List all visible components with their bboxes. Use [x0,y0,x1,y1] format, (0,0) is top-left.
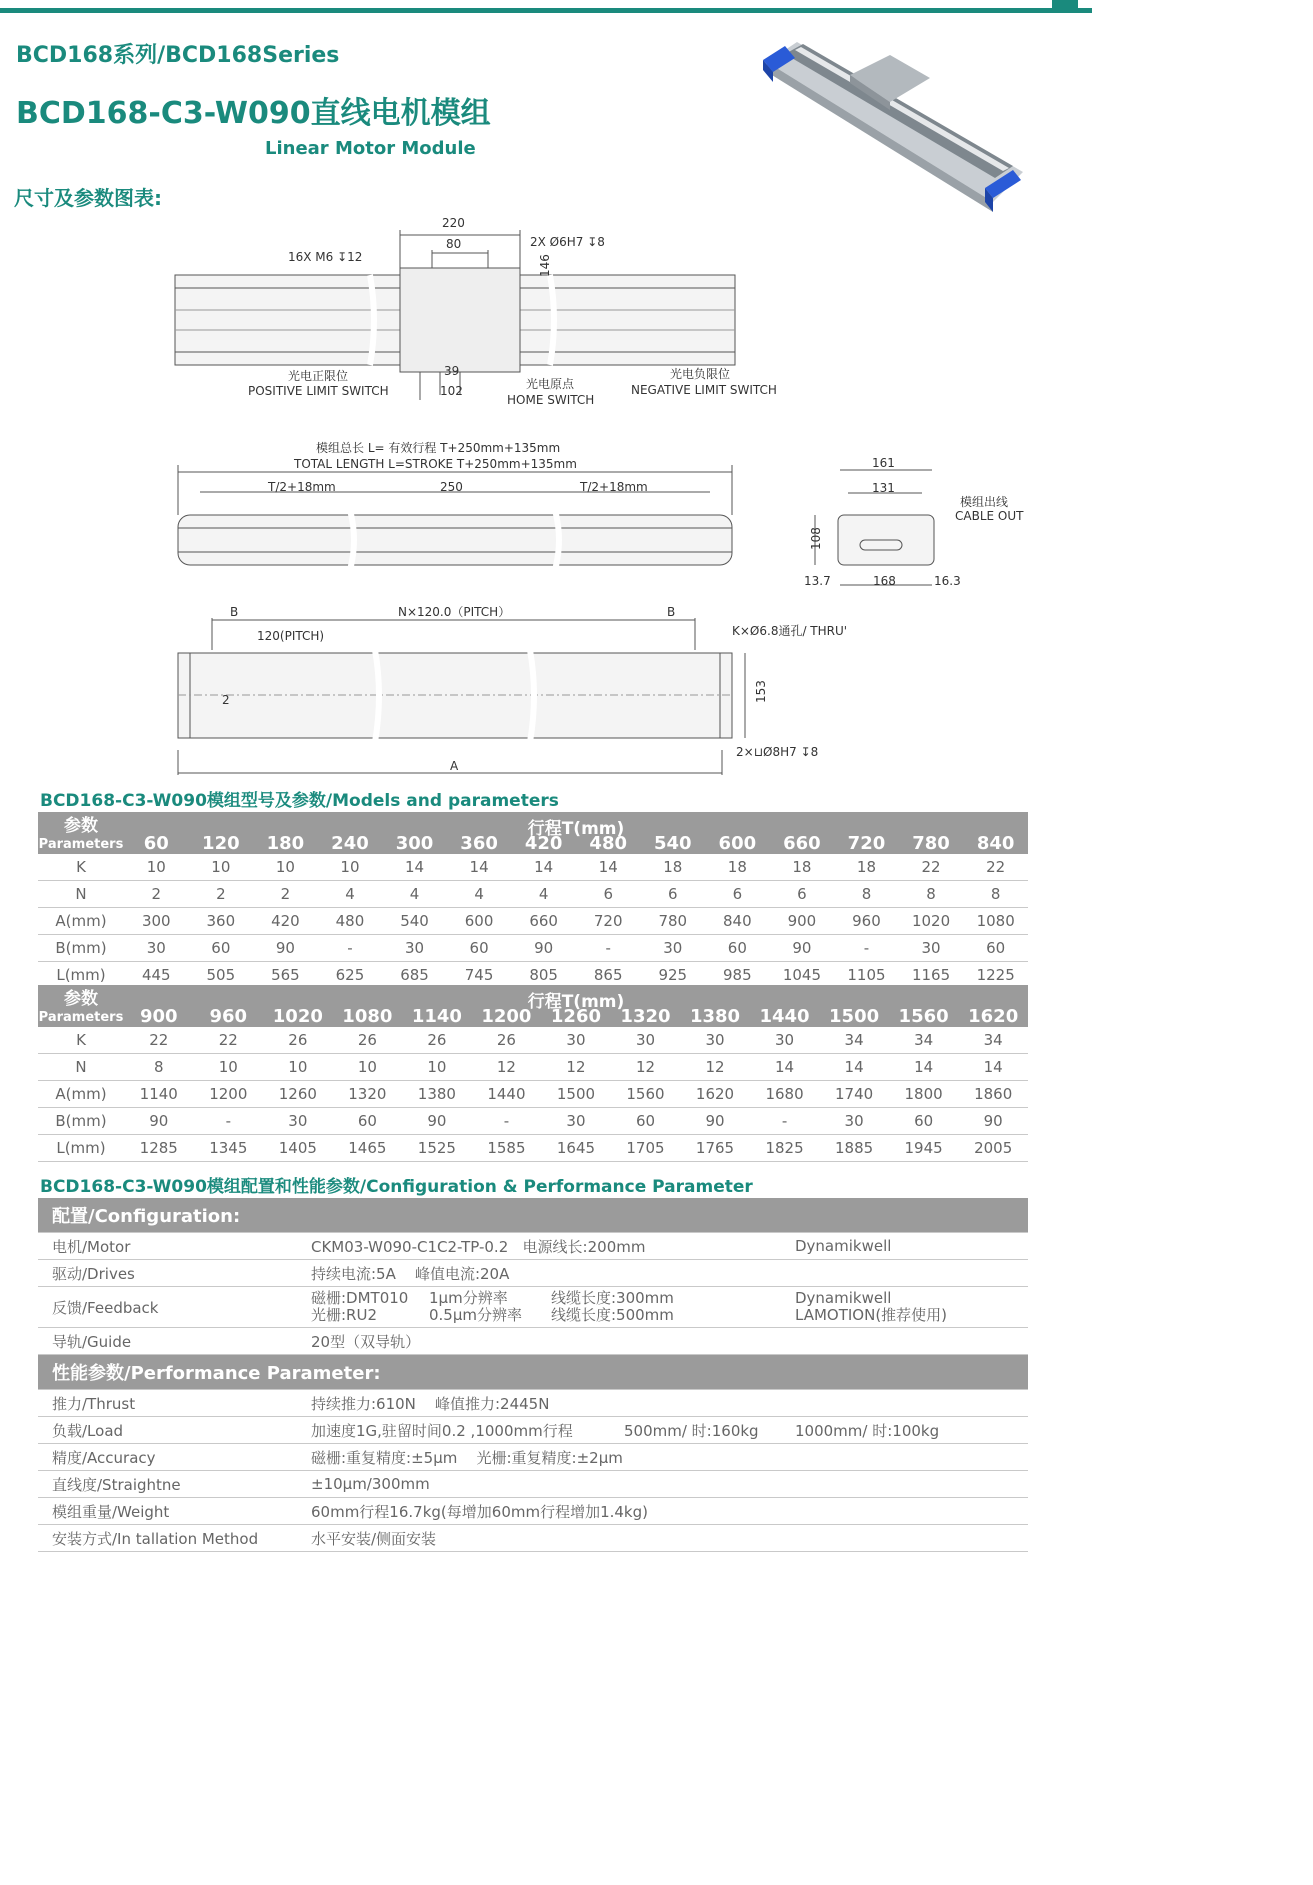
table-cell: 30 [382,935,447,962]
config-heading: 配置/Configuration: [38,1198,1028,1233]
row-label: B(mm) [38,1108,124,1135]
feedback-opt-res: 0.5μm分辨率 [429,1306,523,1324]
table-cell: 30 [750,1027,820,1054]
models-section-title: BCD168-C3-W090模组型号及参数/Models and parameters [40,791,559,811]
table-cell: 4 [318,881,383,908]
subtitle: Linear Motor Module [265,138,476,159]
drives-value [297,1260,1028,1287]
dim-2: 2 [222,693,230,707]
perf-row-install [38,1525,1028,1552]
stroke-header: 1140 [402,985,472,1027]
param-header [38,812,124,854]
stroke-header: 1200 [472,985,542,1027]
accuracy-value [297,1444,1028,1471]
stroke-header: 1560 [889,985,959,1027]
table-cell: 22 [963,854,1028,881]
table-cell: 12 [472,1054,542,1081]
row-label: L(mm) [38,962,124,989]
table-cell: 2 [189,881,254,908]
table-cell: 10 [263,1054,333,1081]
stroke-header: 360 [447,812,512,854]
dim-a: A [450,759,459,773]
table-cell: 10 [189,854,254,881]
dim-161: 161 [872,456,895,470]
thrust-peak: 峰值推力:2445N [434,1394,550,1413]
b-left: B [230,605,239,619]
table-cell: 30 [819,1108,889,1135]
stroke-header: 120 [189,812,254,854]
table-cell: 1560 [611,1081,681,1108]
table-cell: 2005 [958,1135,1028,1162]
straightness-label: 直线度/Straightne [38,1471,297,1498]
table-cell: 1440 [472,1081,542,1108]
stroke-header: 60 [124,812,189,854]
thru-holes: K×Ø6.8通孔/ THRU' [732,624,848,638]
stroke-header: 900 [124,985,194,1027]
top-corner-mark [1052,0,1078,8]
row-label: N [38,1054,124,1081]
table-row [38,908,1028,935]
config-table [38,1198,1028,1552]
table-cell: 1465 [333,1135,403,1162]
table-cell: 90 [680,1108,750,1135]
dim-146: 146 [538,254,552,277]
feedback-brand-2: LAMOTION(推荐使用) [795,1306,948,1324]
screws-label: 16X M6 ↧12 [288,250,363,264]
perf-row-thrust [38,1390,1028,1417]
table-row [38,1135,1028,1162]
row-label: K [38,1027,124,1054]
total-length-cn: 模组总长 L= 有效行程 T+250mm+135mm [316,441,561,455]
load-500: 500mm/ 时:160kg [624,1421,759,1440]
stroke-header: 780 [899,812,964,854]
table-cell: 2 [253,881,318,908]
pitch-n: N×120.0（PITCH） [398,605,511,619]
param-header [38,985,124,1027]
table-cell: 10 [253,854,318,881]
dim-80: 80 [446,237,462,251]
table-cell: 1225 [963,962,1028,989]
table-cell: 14 [958,1054,1028,1081]
table-cell: 10 [194,1054,264,1081]
table-cell: 60 [611,1108,681,1135]
dim-102: 102 [440,384,463,398]
stroke-header: 1260 [541,985,611,1027]
table-row [38,935,1028,962]
feedback-mag-cable: 线缆长度:300mm [551,1289,674,1307]
stroke-header: 420 [511,812,576,854]
table-cell: 14 [511,854,576,881]
straightness-value: ±10μm/300mm [297,1471,1028,1498]
row-label: N [38,881,124,908]
table-cell: 1020 [899,908,964,935]
table-cell: 4 [447,881,512,908]
table-cell: 30 [641,935,706,962]
table-cell: 1165 [899,962,964,989]
table-cell: 8 [834,881,899,908]
table-cell: 90 [511,935,576,962]
total-length-en: TOTAL LENGTH L=STROKE T+250mm+135mm [294,457,577,471]
table-row [38,1027,1028,1054]
dim-131: 131 [872,481,895,495]
dim-108: 108 [809,527,823,550]
performance-heading: 性能参数/Performance Parameter: [38,1355,1028,1390]
table-cell: 30 [263,1108,333,1135]
table-cell: 90 [770,935,835,962]
table-cell: 30 [124,935,189,962]
table-cell: 18 [705,854,770,881]
table-cell: - [576,935,641,962]
table-cell: 26 [333,1027,403,1054]
table-cell: 1045 [770,962,835,989]
install-label: 安装方式/In tallation Method [38,1525,297,1552]
perf-row-straightness [38,1471,1028,1498]
table-cell: 1405 [263,1135,333,1162]
param-header-cn: 参数 [64,989,98,1009]
table-cell: 565 [253,962,318,989]
table-cell: 540 [382,908,447,935]
stroke-header: 1320 [611,985,681,1027]
table-cell: 26 [402,1027,472,1054]
home-cn: 光电原点 [526,377,575,391]
table-cell: 625 [318,962,383,989]
weight-label: 模组重量/Weight [38,1498,297,1525]
stroke-header: 600 [705,812,770,854]
table-cell: 30 [611,1027,681,1054]
table-cell: 8 [899,881,964,908]
table-cell: 30 [541,1027,611,1054]
stroke-header: 960 [194,985,264,1027]
dim-16-3: 16.3 [934,574,961,588]
table-cell: 14 [819,1054,889,1081]
performance-band [38,1355,1028,1390]
table-cell: 1080 [963,908,1028,935]
table-row [38,1054,1028,1081]
thrust-value [297,1390,1028,1417]
stroke-header: 300 [382,812,447,854]
table-cell: 22 [194,1027,264,1054]
table-cell: - [318,935,383,962]
table-cell: 1680 [750,1081,820,1108]
table-cell: 8 [963,881,1028,908]
table-cell: 18 [834,854,899,881]
table-cell: 1285 [124,1135,194,1162]
guide-value: 20型（双导轨） [297,1328,1028,1355]
param-header-en: Parameters [38,837,124,852]
table-cell: 805 [511,962,576,989]
dim-153: 153 [754,680,768,703]
row-label: A(mm) [38,908,124,935]
load-value [297,1417,781,1444]
table-cell: 26 [472,1027,542,1054]
table-cell: 1140 [124,1081,194,1108]
table-cell: 1740 [819,1081,889,1108]
table-cell: 985 [705,962,770,989]
pitch-120: 120(PITCH) [257,629,325,643]
row-label: A(mm) [38,1081,124,1108]
table-cell: 1105 [834,962,899,989]
stroke-header: 1080 [333,985,403,1027]
table-cell: 10 [402,1054,472,1081]
table-cell: 1825 [750,1135,820,1162]
load-cond: 加速度1G,驻留时间0.2 ,1000mm行程 [311,1421,573,1440]
feedback-brand-1: Dynamikwell [795,1289,892,1307]
config-row-motor [38,1233,1028,1260]
table-cell: 745 [447,962,512,989]
table-cell: 60 [333,1108,403,1135]
row-label: K [38,854,124,881]
neg-limit-cn: 光电负限位 [670,367,731,381]
table-cell: 1320 [333,1081,403,1108]
dim-220: 220 [442,216,465,230]
table-cell: 12 [680,1054,750,1081]
stroke-header: 240 [318,812,383,854]
motor-brand: Dynamikwell [781,1233,1028,1260]
neg-limit-en: NEGATIVE LIMIT SWITCH [631,383,777,397]
table-header-row [38,812,1028,854]
install-value: 水平安装/侧面安装 [297,1525,1028,1552]
table-row [38,854,1028,881]
table-cell: 90 [253,935,318,962]
table-cell: - [472,1108,542,1135]
table-cell: 14 [382,854,447,881]
table-header-row [38,985,1028,1027]
feedback-mag-res: 1μm分辨率 [429,1289,508,1307]
table-cell: 10 [333,1054,403,1081]
stroke-header: 1020 [263,985,333,1027]
table-cell: 1585 [472,1135,542,1162]
pin-holes: 2×⊔Ø8H7 ↧8 [736,745,819,759]
table-cell: 30 [680,1027,750,1054]
stroke-header: 480 [576,812,641,854]
stroke-header: 1620 [958,985,1028,1027]
table-cell: 1500 [541,1081,611,1108]
perf-row-weight [38,1498,1028,1525]
guide-label: 导轨/Guide [38,1328,297,1355]
perf-row-load [38,1417,1028,1444]
thrust-label: 推力/Thrust [38,1390,297,1417]
stroke-title: 行程T(mm) [527,992,625,1012]
table-cell: 18 [641,854,706,881]
stroke-header: 1380 [680,985,750,1027]
table-cell: 300 [124,908,189,935]
stroke-header: 720 [834,812,899,854]
motor-value [297,1233,781,1260]
table-cell: 14 [447,854,512,881]
table-cell: 925 [641,962,706,989]
row-label: L(mm) [38,1135,124,1162]
accuracy-mag: 磁栅:重复精度:±5μm [311,1448,458,1467]
config-section-title: BCD168-C3-W090模组配置和性能参数/Configuration & Performance Parameter [40,1177,753,1197]
dim-39: 39 [444,364,460,378]
feedback-opt: 光栅:RU2 [311,1306,377,1324]
table-cell: 685 [382,962,447,989]
table-cell: 14 [576,854,641,881]
pos-limit-cn: 光电正限位 [288,369,349,383]
table-cell: 4 [382,881,447,908]
table-cell: 10 [318,854,383,881]
table-cell: 780 [641,908,706,935]
table-cell: 60 [889,1108,959,1135]
params-table-2 [38,985,1028,1162]
perf-row-accuracy [38,1444,1028,1471]
table-cell: 8 [124,1054,194,1081]
table-cell: 1200 [194,1081,264,1108]
table-cell: 4 [511,881,576,908]
drives-cont: 持续电流:5A [311,1264,396,1283]
table-cell: 22 [899,854,964,881]
table-cell: 1800 [889,1081,959,1108]
feedback-mag: 磁栅:DMT010 [311,1289,409,1307]
drives-label: 驱动/Drives [38,1260,297,1287]
config-row-guide [38,1328,1028,1355]
accuracy-label: 精度/Accuracy [38,1444,297,1471]
table-cell: 960 [834,908,899,935]
weight-value: 60mm行程16.7kg(每增加60mm行程增加1.4kg) [297,1498,1028,1525]
table-cell: 6 [705,881,770,908]
table-cell: 1525 [402,1135,472,1162]
load-label: 负载/Load [38,1417,297,1444]
table-cell: - [194,1108,264,1135]
table-cell: 90 [402,1108,472,1135]
table-cell: 1885 [819,1135,889,1162]
stroke-header: 840 [963,812,1028,854]
b-right: B [667,605,676,619]
stroke-header: 540 [641,812,706,854]
table-cell: 360 [189,908,254,935]
stroke-header: 1440 [750,985,820,1027]
config-row-drives [38,1260,1028,1287]
stroke-header: 180 [253,812,318,854]
top-accent-bar [0,8,1092,13]
table-cell: 60 [447,935,512,962]
feedback-opt-cable: 线缆长度:500mm [551,1306,674,1324]
table-cell: 60 [963,935,1028,962]
load-1000: 1000mm/ 时:100kg [781,1417,1028,1444]
cable-en: CABLE OUT [955,509,1024,523]
table-cell: 14 [750,1054,820,1081]
param-header-en: Parameters [38,1010,124,1025]
feedback-label: 反馈/Feedback [38,1287,297,1328]
motor-cable: 电源线长:200mm [522,1237,646,1256]
table-cell: 6 [576,881,641,908]
table-cell: 1645 [541,1135,611,1162]
table-cell: 660 [511,908,576,935]
model-title: BCD168-C3-W090直线电机模组 [16,96,491,131]
table-cell: 90 [958,1108,1028,1135]
table-cell: 26 [263,1027,333,1054]
table-cell: 30 [541,1108,611,1135]
table-cell: 2 [124,881,189,908]
table-cell: 6 [641,881,706,908]
dim-168: 168 [873,574,896,588]
table-cell: - [750,1108,820,1135]
feedback-brand [781,1287,1028,1328]
table-cell: 445 [124,962,189,989]
table-cell: 865 [576,962,641,989]
table-cell: 34 [819,1027,889,1054]
table-cell: 1380 [402,1081,472,1108]
table-cell: 60 [705,935,770,962]
table-cell: 12 [541,1054,611,1081]
series-title: BCD168系列/BCD168Series [16,43,340,68]
table-cell: 34 [889,1027,959,1054]
dim-13-7: 13.7 [804,574,831,588]
table-cell: 1765 [680,1135,750,1162]
motor-model: CKM03-W090-C1C2-TP-0.2 [311,1237,509,1256]
stroke-header: 1500 [819,985,889,1027]
params-table-1 [38,812,1028,989]
motor-label: 电机/Motor [38,1233,297,1260]
table-cell: 1260 [263,1081,333,1108]
config-row-feedback [38,1287,1028,1328]
config-band [38,1198,1028,1233]
table-row [38,1108,1028,1135]
table-cell: 840 [705,908,770,935]
table-cell: 1705 [611,1135,681,1162]
table-cell: 600 [447,908,512,935]
table-cell: 1860 [958,1081,1028,1108]
table-cell: 90 [124,1108,194,1135]
table-cell: 18 [770,854,835,881]
table-cell: 1945 [889,1135,959,1162]
feedback-value [297,1287,781,1328]
holes-label: 2X Ø6H7 ↧8 [530,235,605,249]
stroke-header: 660 [770,812,835,854]
accuracy-opt: 光栅:重复精度:±2μm [476,1448,623,1467]
table-cell: 900 [770,908,835,935]
product-image [755,20,1035,215]
pos-limit-en: POSITIVE LIMIT SWITCH [248,384,389,398]
table-row [38,1081,1028,1108]
table-cell: 6 [770,881,835,908]
table-cell: 14 [889,1054,959,1081]
dimension-title: 尺寸及参数图表: [14,186,162,210]
cable-cn: 模组出线 [960,495,1009,509]
table-cell: 505 [189,962,254,989]
table-cell: 10 [124,854,189,881]
drives-peak: 峰值电流:20A [414,1264,510,1283]
table-cell: - [834,935,899,962]
table-cell: 420 [253,908,318,935]
table-cell: 1345 [194,1135,264,1162]
param-header-cn: 参数 [64,816,98,836]
table-row [38,881,1028,908]
table-cell: 34 [958,1027,1028,1054]
thrust-cont: 持续推力:610N [311,1394,416,1413]
table-cell: 480 [318,908,383,935]
table-cell: 22 [124,1027,194,1054]
table-cell: 60 [189,935,254,962]
technical-drawing [170,210,1050,780]
table-cell: 12 [611,1054,681,1081]
half-left: T/2+18mm [268,480,336,494]
stroke-title: 行程T(mm) [527,819,625,839]
half-right: T/2+18mm [580,480,648,494]
table-cell: 1620 [680,1081,750,1108]
table-cell: 30 [899,935,964,962]
table-cell: 720 [576,908,641,935]
mid-250: 250 [440,480,463,494]
home-en: HOME SWITCH [507,393,595,407]
row-label: B(mm) [38,935,124,962]
